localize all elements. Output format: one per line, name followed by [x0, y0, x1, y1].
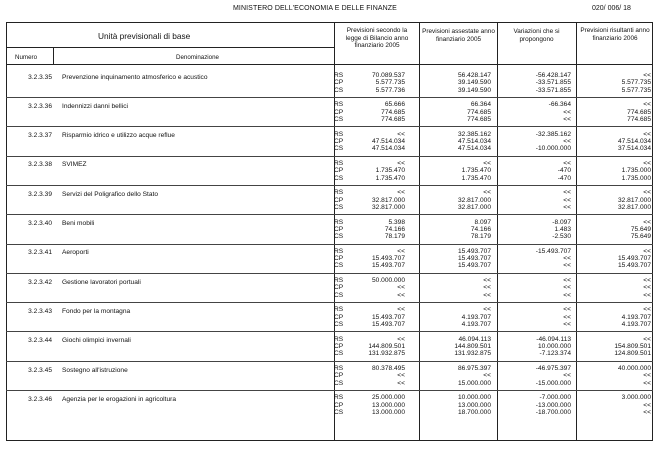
- budget-law-value: <<: [397, 189, 405, 197]
- adjusted-value: 774.685: [467, 115, 491, 123]
- row-divider: [6, 126, 653, 127]
- variation-value: -13.000.000: [535, 401, 571, 409]
- unit-name: Risparmio idrico e utilizzo acque reflue: [62, 132, 175, 140]
- variation-value: <<: [563, 277, 571, 285]
- value-type: CP: [334, 108, 344, 116]
- row-divider: [6, 302, 653, 303]
- resulting-value: <<: [643, 291, 651, 299]
- budget-law-value: 50.000.000: [371, 277, 405, 285]
- ministry-title: MINISTERO DELL'ECONOMIA E DELLE FINANZE: [233, 5, 397, 12]
- column-divider: [419, 22, 420, 441]
- budget-law-value: <<: [397, 247, 405, 255]
- budget-law-value: 5.577.736: [375, 86, 405, 94]
- resulting-value: 3.000.000: [621, 394, 651, 402]
- variation-value: -32.385.162: [535, 130, 571, 138]
- unit-name: Gestione lavoratori portuali: [62, 278, 141, 286]
- resulting-value: <<: [643, 284, 651, 292]
- adjusted-value: 47.514.034: [457, 145, 491, 153]
- value-type: CS: [334, 145, 344, 153]
- value-type: CS: [334, 233, 344, 241]
- unit-number: 3.2.3.38: [28, 161, 52, 169]
- variation-value: -33.571.855: [535, 86, 571, 94]
- adjusted-value: 32.817.000: [457, 196, 491, 204]
- resulting-value: 15.493.707: [617, 262, 651, 270]
- resulting-value: <<: [643, 306, 651, 314]
- value-type: RS: [334, 306, 344, 314]
- budget-law-value: 25.000.000: [371, 394, 405, 402]
- budget-law-value: 13.000.000: [371, 408, 405, 416]
- page-header: [0, 5, 661, 17]
- value-type: CS: [334, 86, 344, 94]
- unit-title: Unità previsionali di base: [98, 31, 191, 41]
- budget-law-value: 5.577.735: [375, 79, 405, 87]
- value-type: CP: [334, 196, 344, 204]
- value-type: RS: [334, 365, 344, 372]
- resulting-value: 4.193.707: [621, 321, 651, 328]
- value-type: CS: [334, 115, 344, 123]
- adjusted-value: <<: [483, 159, 491, 167]
- unit-number: 3.2.3.39: [28, 190, 52, 198]
- variation-value: -46.975.397: [535, 365, 571, 372]
- budget-law-value: <<: [397, 159, 405, 167]
- value-type: CP: [334, 167, 344, 175]
- variation-value: -10.000.000: [535, 145, 571, 153]
- resulting-value: <<: [643, 379, 651, 387]
- unit-number: 3.2.3.37: [28, 132, 52, 140]
- unit-number: 3.2.3.44: [28, 337, 52, 345]
- resulting-value: 1.735.000: [621, 174, 651, 182]
- value-type: CS: [334, 350, 344, 358]
- resulting-value: <<: [643, 372, 651, 380]
- adjusted-value: 86.975.397: [457, 365, 491, 372]
- value-type: CP: [334, 79, 344, 87]
- adjusted-value: 10.000.000: [457, 394, 491, 402]
- adjusted-value: 66.364: [470, 101, 491, 109]
- variation-value: <<: [563, 313, 571, 321]
- value-type: CS: [334, 262, 344, 270]
- budget-law-value: 32.817.000: [371, 203, 405, 211]
- value-type: RS: [334, 247, 344, 255]
- budget-law-value: 774.685: [381, 108, 405, 116]
- column-header-adjusted: Previsioni assestate anno finanziario 2005: [422, 28, 495, 43]
- budget-law-value: <<: [397, 335, 405, 343]
- adjusted-value: 32.817.000: [457, 203, 491, 211]
- resulting-value: 154.809.501: [614, 343, 651, 350]
- budget-law-value: <<: [397, 379, 405, 387]
- resulting-value: <<: [643, 335, 651, 343]
- value-type: CP: [334, 401, 344, 409]
- unit-name: SVIMEZ: [62, 161, 87, 169]
- value-type: RS: [334, 394, 344, 402]
- column-header-budget-law: Previsioni secondo la legge di Bilancio anno finanziario 2005: [345, 27, 409, 49]
- unit-name: Indennizzi danni bellici: [62, 102, 128, 110]
- budget-law-value: 70.089.537: [371, 72, 405, 79]
- variation-value: <<: [563, 372, 571, 380]
- adjusted-value: <<: [483, 277, 491, 285]
- row-divider: [6, 244, 653, 245]
- unit-number: 3.2.3.43: [28, 307, 52, 315]
- variation-value: <<: [563, 203, 571, 211]
- budget-law-value: <<: [397, 284, 405, 292]
- resulting-value: 15.493.707: [617, 255, 651, 263]
- adjusted-value: 1.735.470: [461, 174, 491, 182]
- resulting-value: <<: [643, 408, 651, 416]
- variation-value: -33.571.855: [535, 79, 571, 87]
- adjusted-value: 18.700.000: [457, 408, 491, 416]
- budget-law-value: 5.398: [388, 218, 405, 226]
- value-type: CP: [334, 343, 344, 350]
- variation-value: -46.094.113: [536, 335, 571, 343]
- value-type: RS: [334, 101, 344, 109]
- budget-law-value: <<: [397, 306, 405, 314]
- budget-law-value: 74.166: [384, 225, 405, 233]
- unit-name: Prevenzione inquinamento atmosferico e acustico: [62, 73, 208, 81]
- variation-value: -66.364: [548, 101, 571, 109]
- budget-law-value: 47.514.034: [371, 145, 405, 153]
- column-header-variations: Variazioni che si propongono: [513, 28, 560, 43]
- unit-number: 3.2.3.46: [28, 395, 52, 403]
- unit-name: Giochi olimpici invernali: [62, 337, 131, 345]
- resulting-value: 1.735.000: [621, 167, 651, 175]
- unit-number: 3.2.3.45: [28, 366, 52, 374]
- variation-value: -15.000.000: [535, 379, 571, 387]
- unit-name: Aeroporti: [62, 249, 89, 257]
- value-type: CP: [334, 255, 344, 263]
- variation-value: <<: [563, 291, 571, 299]
- value-type: CS: [334, 203, 344, 211]
- adjusted-value: 15.493.707: [457, 247, 491, 255]
- column-divider: [53, 47, 54, 65]
- row-divider: [6, 331, 653, 332]
- adjusted-value: 78.179: [470, 233, 491, 241]
- value-type: CS: [334, 291, 344, 299]
- adjusted-value: 39.149.590: [457, 86, 491, 94]
- variation-value: <<: [563, 189, 571, 197]
- unit-name: Servizi del Poligrafico dello Stato: [62, 190, 159, 198]
- unit-number: 3.2.3.42: [28, 278, 52, 286]
- resulting-value: 40.000.000: [617, 365, 651, 372]
- budget-law-value: 32.817.000: [371, 196, 405, 204]
- column-header-number: Numero: [15, 54, 38, 61]
- resulting-value: 75.649: [630, 233, 651, 241]
- adjusted-value: 4.193.707: [461, 313, 491, 321]
- resulting-value: <<: [643, 72, 651, 79]
- resulting-value: 47.514.034: [617, 137, 651, 145]
- adjusted-value: 46.094.113: [458, 335, 491, 343]
- page-code: 020/ 006/ 18: [592, 5, 631, 12]
- variation-value: <<: [563, 321, 571, 328]
- variation-value: <<: [563, 115, 571, 123]
- variation-value: 10.000.000: [537, 343, 571, 350]
- value-type: RS: [334, 130, 344, 138]
- adjusted-value: 15.000.000: [457, 379, 491, 387]
- column-header-resulting: Previsioni risultanti anno finanziario 2006: [580, 27, 650, 42]
- unit-number: 3.2.3.36: [28, 102, 52, 110]
- variation-value: <<: [563, 159, 571, 167]
- value-type: CS: [334, 321, 344, 328]
- adjusted-value: 13.000.000: [457, 401, 491, 409]
- unit-name: Sostegno all'istruzione: [62, 366, 128, 374]
- budget-law-value: 65.666: [384, 101, 405, 109]
- budget-law-value: 13.000.000: [371, 401, 405, 409]
- variation-value: <<: [563, 284, 571, 292]
- unit-name: Beni mobili: [62, 220, 95, 227]
- resulting-value: <<: [643, 218, 651, 226]
- unit-name: Agenzia per le erogazioni in agricoltura: [62, 395, 176, 403]
- unit-number: 3.2.3.41: [28, 249, 52, 257]
- budget-law-value: 1.735.470: [375, 167, 405, 175]
- resulting-value: 32.817.000: [617, 203, 651, 211]
- budget-law-value: 78.179: [384, 233, 405, 241]
- value-type: CP: [334, 284, 344, 292]
- variation-value: -470: [557, 167, 571, 175]
- adjusted-value: 774.685: [467, 108, 491, 116]
- row-divider: [6, 361, 653, 362]
- value-type: RS: [334, 159, 344, 167]
- variation-value: -470: [557, 174, 571, 182]
- adjusted-value: 47.514.034: [457, 137, 491, 145]
- variation-value: <<: [563, 255, 571, 263]
- resulting-value: 5.577.735: [621, 79, 651, 87]
- adjusted-value: 8.097: [474, 218, 491, 226]
- variation-value: <<: [563, 196, 571, 204]
- variation-value: -7.000.000: [539, 394, 571, 402]
- variation-value: <<: [563, 137, 571, 145]
- column-header-name: Denominazione: [176, 54, 219, 61]
- adjusted-value: <<: [483, 306, 491, 314]
- header-divider: [6, 64, 653, 65]
- value-type: CS: [334, 379, 344, 387]
- row-divider: [6, 390, 653, 391]
- resulting-value: <<: [643, 189, 651, 197]
- column-divider: [497, 22, 498, 441]
- variation-value: <<: [563, 262, 571, 270]
- adjusted-value: <<: [483, 372, 491, 380]
- value-type: RS: [334, 277, 344, 285]
- resulting-value: 774.685: [627, 108, 651, 116]
- value-type: RS: [334, 335, 344, 343]
- adjusted-value: 1.735.470: [461, 167, 491, 175]
- variation-value: -8.097: [552, 218, 571, 226]
- value-type: RS: [334, 218, 344, 226]
- resulting-value: <<: [643, 247, 651, 255]
- budget-law-value: 774.685: [381, 115, 405, 123]
- value-type: CS: [334, 174, 344, 182]
- adjusted-value: <<: [483, 284, 491, 292]
- value-type: CP: [334, 137, 344, 145]
- budget-law-value: <<: [397, 291, 405, 299]
- variation-value: -15.493.707: [535, 247, 571, 255]
- adjusted-value: 39.149.590: [457, 79, 491, 87]
- variation-value: 1.483: [554, 225, 571, 233]
- value-type: CP: [334, 313, 344, 321]
- adjusted-value: 74.166: [470, 225, 491, 233]
- header-divider: [6, 47, 334, 48]
- budget-law-value: <<: [397, 372, 405, 380]
- variation-value: <<: [563, 306, 571, 314]
- budget-law-value: 80.378.495: [371, 365, 405, 372]
- resulting-value: <<: [643, 401, 651, 409]
- resulting-value: 32.817.000: [617, 196, 651, 204]
- adjusted-value: 4.193.707: [461, 321, 491, 328]
- resulting-value: <<: [643, 130, 651, 138]
- unit-number: 3.2.3.35: [28, 73, 52, 81]
- adjusted-value: 56.428.147: [457, 72, 491, 79]
- budget-law-value: 15.493.707: [371, 321, 405, 328]
- value-type: CP: [334, 225, 344, 233]
- budget-law-value: 47.514.034: [371, 137, 405, 145]
- variation-value: -7.123.374: [539, 350, 571, 358]
- adjusted-value: <<: [483, 291, 491, 299]
- value-type: CS: [334, 408, 344, 416]
- value-type: CP: [334, 372, 344, 380]
- adjusted-value: <<: [483, 189, 491, 197]
- budget-law-value: 15.493.707: [371, 262, 405, 270]
- resulting-value: 4.193.707: [621, 313, 651, 321]
- value-type: RS: [334, 72, 344, 79]
- resulting-value: <<: [643, 101, 651, 109]
- resulting-value: <<: [643, 277, 651, 285]
- adjusted-value: 144.809.501: [454, 343, 491, 350]
- budget-law-value: 15.493.707: [371, 255, 405, 263]
- variation-value: <<: [563, 108, 571, 116]
- adjusted-value: 131.932.875: [454, 350, 491, 358]
- row-divider: [6, 156, 653, 157]
- resulting-value: 75.649: [630, 225, 651, 233]
- budget-law-value: 15.493.707: [371, 313, 405, 321]
- variation-value: -18.700.000: [535, 408, 571, 416]
- unit-number: 3.2.3.40: [28, 220, 52, 227]
- adjusted-value: 15.493.707: [457, 255, 491, 263]
- resulting-value: 124.809.501: [614, 350, 651, 358]
- variation-value: -2.530: [552, 233, 571, 241]
- adjusted-value: 32.385.162: [457, 130, 491, 138]
- resulting-value: <<: [643, 159, 651, 167]
- row-divider: [6, 273, 653, 274]
- column-divider: [576, 22, 577, 441]
- row-divider: [6, 214, 653, 215]
- resulting-value: 774.685: [627, 115, 651, 123]
- budget-law-value: 1.735.470: [375, 174, 405, 182]
- unit-name: Fondo per la montagna: [62, 307, 131, 315]
- budget-law-value: 144.809.501: [368, 343, 405, 350]
- row-divider: [6, 97, 653, 98]
- row-divider: [6, 185, 653, 186]
- budget-law-value: 131.932.875: [368, 350, 405, 358]
- resulting-value: 37.514.034: [617, 145, 651, 153]
- resulting-value: 5.577.735: [621, 86, 651, 94]
- value-type: RS: [334, 189, 344, 197]
- variation-value: -56.428.147: [535, 72, 571, 79]
- budget-law-value: <<: [397, 130, 405, 138]
- adjusted-value: 15.493.707: [457, 262, 491, 270]
